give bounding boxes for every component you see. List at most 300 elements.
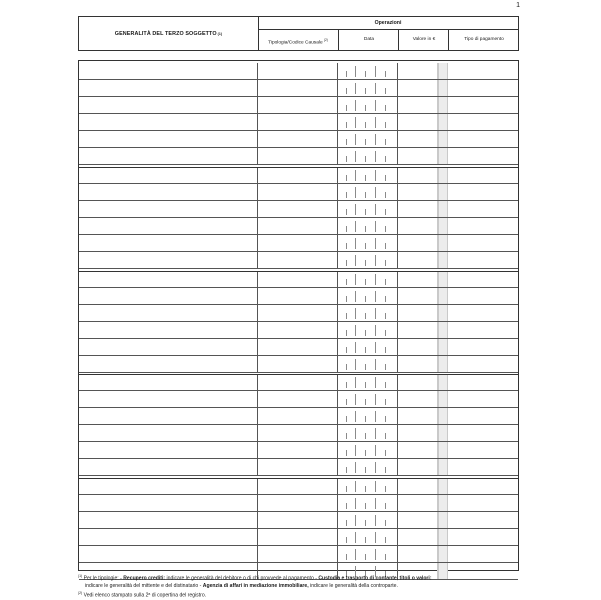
table-row <box>79 305 518 322</box>
subject-cell[interactable] <box>79 408 258 424</box>
payment-type-cell[interactable] <box>447 63 518 79</box>
date-separator-tick <box>365 243 366 249</box>
value-cell[interactable] <box>398 529 439 545</box>
payment-type-cell[interactable] <box>447 512 518 528</box>
date-cell[interactable] <box>338 168 398 183</box>
payment-type-cell[interactable] <box>447 218 518 234</box>
date-separator-tick <box>365 192 366 198</box>
table-row <box>79 391 518 408</box>
subject-cell[interactable] <box>79 168 258 183</box>
table-row <box>79 459 518 476</box>
causal-code-cell[interactable] <box>258 218 338 234</box>
subject-cell[interactable] <box>79 459 258 475</box>
date-separator-tick <box>375 66 376 77</box>
causal-code-cell[interactable] <box>258 63 338 79</box>
subject-cell[interactable] <box>79 546 258 562</box>
table-row <box>79 167 518 184</box>
value-cents-cell[interactable] <box>439 272 447 287</box>
date-separator-tick <box>355 274 356 285</box>
date-separator-tick <box>355 532 356 543</box>
date-separator-tick <box>346 364 347 370</box>
date-separator-tick <box>346 382 347 388</box>
date-separator-tick <box>375 117 376 128</box>
date-separator-tick <box>346 467 347 473</box>
date-separator-tick <box>346 433 347 439</box>
payment-type-cell[interactable] <box>447 114 518 130</box>
value-cents-cell[interactable] <box>439 408 447 424</box>
date-separator-tick <box>385 416 386 422</box>
date-cell[interactable] <box>338 201 398 217</box>
date-separator-tick <box>346 520 347 526</box>
table-row <box>79 356 518 373</box>
date-separator-tick <box>355 238 356 249</box>
value-cell[interactable] <box>398 184 439 200</box>
page-number: 1 <box>516 2 520 9</box>
subject-cell[interactable] <box>79 442 258 458</box>
value-cents-cell[interactable] <box>439 97 447 113</box>
date-separator-tick <box>355 66 356 77</box>
value-cell[interactable] <box>398 80 439 96</box>
date-separator-tick <box>365 399 366 405</box>
subject-cell[interactable] <box>79 479 258 494</box>
operations-header: Operazioni <box>258 17 518 30</box>
value-cents-cell[interactable] <box>439 391 447 407</box>
footnote-1-text-d: indicare le generalità della controparte. <box>308 582 398 589</box>
table-row <box>79 495 518 512</box>
date-separator-tick <box>365 71 366 77</box>
date-separator-tick <box>355 204 356 215</box>
table-row <box>79 148 518 165</box>
payment-type-cell[interactable] <box>447 356 518 372</box>
causal-code-cell[interactable] <box>258 459 338 475</box>
causal-code-cell[interactable] <box>258 305 338 321</box>
date-separator-tick <box>355 117 356 128</box>
value-cents-cell[interactable] <box>439 80 447 96</box>
causal-code-cell[interactable] <box>258 288 338 304</box>
date-cell[interactable] <box>338 322 398 338</box>
value-cell[interactable] <box>398 512 439 528</box>
footnote-1-marker: (1) <box>78 574 83 578</box>
value-cents-cell[interactable] <box>439 512 447 528</box>
date-separator-tick <box>365 175 366 181</box>
table-row <box>79 288 518 305</box>
value-cents-cell[interactable] <box>439 235 447 251</box>
causal-code-cell[interactable] <box>258 512 338 528</box>
date-separator-tick <box>385 88 386 94</box>
causal-code-cell[interactable] <box>258 252 338 268</box>
date-cell[interactable] <box>338 218 398 234</box>
date-cell[interactable] <box>338 97 398 113</box>
date-separator-tick <box>365 364 366 370</box>
date-separator-tick <box>355 134 356 145</box>
table-row <box>79 408 518 425</box>
date-separator-tick <box>375 428 376 439</box>
date-cell[interactable] <box>338 425 398 441</box>
date-separator-tick <box>355 462 356 473</box>
date-cell[interactable] <box>338 546 398 562</box>
date-separator-tick <box>385 364 386 370</box>
table-row <box>79 201 518 218</box>
date-separator-tick <box>355 359 356 370</box>
date-cell[interactable] <box>338 184 398 200</box>
date-separator-tick <box>385 382 386 388</box>
causal-code-cell[interactable] <box>258 408 338 424</box>
value-cell[interactable] <box>398 479 439 494</box>
date-separator-tick <box>346 279 347 285</box>
subject-cell[interactable] <box>79 184 258 200</box>
causal-code-cell[interactable] <box>258 442 338 458</box>
value-cents-cell[interactable] <box>439 63 447 79</box>
subject-cell[interactable] <box>79 425 258 441</box>
payment-type-cell[interactable] <box>447 529 518 545</box>
payment-type-cell[interactable] <box>447 495 518 511</box>
table-row <box>79 235 518 252</box>
date-separator-tick <box>385 279 386 285</box>
value-cell[interactable] <box>398 305 439 321</box>
date-cell[interactable] <box>338 408 398 424</box>
date-cell[interactable] <box>338 63 398 79</box>
payment-type-cell[interactable] <box>447 97 518 113</box>
date-separator-tick <box>385 467 386 473</box>
subject-footnote-marker: (1) <box>217 31 223 36</box>
causal-code-cell[interactable] <box>258 375 338 390</box>
subject-cell[interactable] <box>79 80 258 96</box>
date-separator-tick <box>365 450 366 456</box>
value-cell[interactable] <box>398 442 439 458</box>
date-cell[interactable] <box>338 288 398 304</box>
value-cell[interactable] <box>398 391 439 407</box>
causal-code-cell[interactable] <box>258 201 338 217</box>
payment-type-cell[interactable] <box>447 546 518 562</box>
date-separator-tick <box>385 450 386 456</box>
subject-cell[interactable] <box>79 288 258 304</box>
date-separator-tick <box>385 313 386 319</box>
date-separator-tick <box>375 342 376 353</box>
date-cell[interactable] <box>338 529 398 545</box>
value-cents-cell[interactable] <box>439 495 447 511</box>
causal-code-footnote-marker: (2) <box>323 38 328 42</box>
payment-type-cell[interactable] <box>447 459 518 475</box>
date-separator-tick <box>365 260 366 266</box>
payment-type-cell[interactable] <box>447 184 518 200</box>
value-cents-cell[interactable] <box>439 459 447 475</box>
date-separator-tick <box>346 243 347 249</box>
date-separator-tick <box>346 537 347 543</box>
causal-code-cell[interactable] <box>258 529 338 545</box>
date-separator-tick <box>375 325 376 336</box>
payment-type-label: Tipo di pagamento <box>464 37 504 42</box>
date-separator-tick <box>355 411 356 422</box>
footnote-1-text-a: Per le tipologie: - <box>83 575 124 582</box>
causal-code-cell[interactable] <box>258 148 338 164</box>
value-cell[interactable] <box>398 356 439 372</box>
value-cell[interactable] <box>398 63 439 79</box>
table-row <box>79 425 518 442</box>
value-cents-cell[interactable] <box>439 479 447 494</box>
date-separator-tick <box>355 481 356 492</box>
date-cell[interactable] <box>338 131 398 147</box>
value-cents-cell[interactable] <box>439 322 447 338</box>
value-cents-cell[interactable] <box>439 546 447 562</box>
payment-type-cell[interactable] <box>447 201 518 217</box>
subject-cell[interactable] <box>79 114 258 130</box>
date-separator-tick <box>365 313 366 319</box>
value-cents-cell[interactable] <box>439 442 447 458</box>
subject-cell[interactable] <box>79 97 258 113</box>
date-separator-tick <box>355 377 356 388</box>
date-cell[interactable] <box>338 252 398 268</box>
value-cell[interactable] <box>398 546 439 562</box>
value-cents-cell[interactable] <box>439 425 447 441</box>
date-separator-tick <box>346 330 347 336</box>
date-separator-tick <box>365 122 366 128</box>
footnotes <box>78 573 523 599</box>
value-cell[interactable] <box>398 408 439 424</box>
value-cell[interactable] <box>398 114 439 130</box>
subject-cell[interactable] <box>79 339 258 355</box>
date-separator-tick <box>355 445 356 456</box>
causal-code-cell[interactable] <box>258 546 338 562</box>
value-cents-cell[interactable] <box>439 339 447 355</box>
date-separator-tick <box>346 139 347 145</box>
subject-cell[interactable] <box>79 235 258 251</box>
payment-type-cell[interactable] <box>447 408 518 424</box>
value-cents-cell[interactable] <box>439 148 447 164</box>
subject-cell[interactable] <box>79 512 258 528</box>
date-separator-tick <box>375 394 376 405</box>
value-cell[interactable] <box>398 148 439 164</box>
date-separator-tick <box>365 537 366 543</box>
date-separator-tick <box>375 204 376 215</box>
date-separator-tick <box>365 139 366 145</box>
date-separator-tick <box>346 486 347 492</box>
causal-code-cell[interactable] <box>258 80 338 96</box>
date-cell[interactable] <box>338 305 398 321</box>
date-separator-tick <box>365 105 366 111</box>
date-separator-tick <box>385 243 386 249</box>
table-row <box>79 252 518 269</box>
subject-cell[interactable] <box>79 375 258 390</box>
causal-code-cell[interactable] <box>258 235 338 251</box>
payment-type-cell[interactable] <box>447 305 518 321</box>
date-cell[interactable] <box>338 235 398 251</box>
footnote-1-bold-b: Custodia e trasporto di contante, titoli o valori: <box>318 575 432 582</box>
date-separator-tick <box>375 411 376 422</box>
payment-type-cell[interactable] <box>447 272 518 287</box>
value-cents-cell[interactable] <box>439 184 447 200</box>
value-cell[interactable] <box>398 425 439 441</box>
payment-type-column-header <box>448 30 519 50</box>
value-cell[interactable] <box>398 252 439 268</box>
date-cell[interactable] <box>338 356 398 372</box>
date-separator-tick <box>385 71 386 77</box>
footnote-1 <box>78 573 523 583</box>
causal-code-cell[interactable] <box>258 131 338 147</box>
subject-cell[interactable] <box>79 272 258 287</box>
payment-type-cell[interactable] <box>447 168 518 183</box>
value-cell[interactable] <box>398 272 439 287</box>
table-row <box>79 546 518 563</box>
value-cents-cell[interactable] <box>439 168 447 183</box>
date-separator-tick <box>355 515 356 526</box>
date-separator-tick <box>365 433 366 439</box>
date-cell[interactable] <box>338 114 398 130</box>
date-cell[interactable] <box>338 479 398 494</box>
value-cents-cell[interactable] <box>439 131 447 147</box>
date-separator-tick <box>355 308 356 319</box>
date-separator-tick <box>385 537 386 543</box>
date-separator-tick <box>346 260 347 266</box>
subject-cell[interactable] <box>79 201 258 217</box>
date-separator-tick <box>375 515 376 526</box>
causal-code-cell[interactable] <box>258 322 338 338</box>
table-row <box>79 97 518 114</box>
value-cents-cell[interactable] <box>439 356 447 372</box>
value-cents-cell[interactable] <box>439 305 447 321</box>
causal-code-cell[interactable] <box>258 356 338 372</box>
payment-type-cell[interactable] <box>447 339 518 355</box>
footnote-1-bold-a: Recupero crediti: <box>123 575 166 582</box>
date-cell[interactable] <box>338 459 398 475</box>
payment-type-cell[interactable] <box>447 288 518 304</box>
payment-type-cell[interactable] <box>447 391 518 407</box>
subject-cell[interactable] <box>79 63 258 79</box>
date-separator-tick <box>355 342 356 353</box>
value-cents-cell[interactable] <box>439 375 447 390</box>
date-separator-tick <box>346 122 347 128</box>
value-cell[interactable] <box>398 459 439 475</box>
date-separator-tick <box>355 151 356 162</box>
value-cents-cell[interactable] <box>439 218 447 234</box>
value-cell[interactable] <box>398 339 439 355</box>
table-row <box>79 374 518 391</box>
value-cents-cell[interactable] <box>439 252 447 268</box>
causal-code-cell[interactable] <box>258 495 338 511</box>
payment-type-cell[interactable] <box>447 235 518 251</box>
date-separator-tick <box>355 255 356 266</box>
date-cell[interactable] <box>338 442 398 458</box>
date-cell[interactable] <box>338 391 398 407</box>
date-cell[interactable] <box>338 80 398 96</box>
date-separator-tick <box>375 83 376 94</box>
date-separator-tick <box>365 209 366 215</box>
payment-type-cell[interactable] <box>447 322 518 338</box>
subject-cell[interactable] <box>79 529 258 545</box>
subject-cell[interactable] <box>79 252 258 268</box>
date-cell[interactable] <box>338 375 398 390</box>
payment-type-cell[interactable] <box>447 148 518 164</box>
date-cell[interactable] <box>338 495 398 511</box>
date-cell[interactable] <box>338 512 398 528</box>
value-cell[interactable] <box>398 495 439 511</box>
causal-code-cell[interactable] <box>258 391 338 407</box>
date-separator-tick <box>365 486 366 492</box>
date-separator-tick <box>355 394 356 405</box>
footnote-2 <box>78 590 523 600</box>
payment-type-cell[interactable] <box>447 375 518 390</box>
subject-cell[interactable] <box>79 356 258 372</box>
footnote-2-text: Vedi elenco stampato sulla 2ª di copertina del registro. <box>83 592 207 599</box>
date-separator-tick <box>375 308 376 319</box>
subject-cell[interactable] <box>79 305 258 321</box>
value-cell[interactable] <box>398 168 439 183</box>
subject-cell[interactable] <box>79 131 258 147</box>
value-cell[interactable] <box>398 97 439 113</box>
payment-type-cell[interactable] <box>447 425 518 441</box>
value-cents-cell[interactable] <box>439 201 447 217</box>
subject-cell[interactable] <box>79 148 258 164</box>
causal-code-cell[interactable] <box>258 114 338 130</box>
date-separator-tick <box>355 170 356 181</box>
subject-cell[interactable] <box>79 391 258 407</box>
value-cell[interactable] <box>398 288 439 304</box>
causal-code-cell[interactable] <box>258 97 338 113</box>
table-row <box>79 80 518 97</box>
date-separator-tick <box>365 467 366 473</box>
causal-code-cell[interactable] <box>258 425 338 441</box>
date-separator-tick <box>375 274 376 285</box>
value-cell[interactable] <box>398 235 439 251</box>
footnote-2-marker: (2) <box>78 590 83 595</box>
date-separator-tick <box>375 291 376 302</box>
date-separator-tick <box>365 347 366 353</box>
date-separator-tick <box>346 105 347 111</box>
payment-type-cell[interactable] <box>447 131 518 147</box>
date-separator-tick <box>385 433 386 439</box>
value-cell[interactable] <box>398 218 439 234</box>
causal-code-cell[interactable] <box>258 184 338 200</box>
date-cell[interactable] <box>338 148 398 164</box>
payment-type-cell[interactable] <box>447 442 518 458</box>
payment-type-cell[interactable] <box>447 252 518 268</box>
subject-cell[interactable] <box>79 218 258 234</box>
date-separator-tick <box>365 503 366 509</box>
value-cents-cell[interactable] <box>439 114 447 130</box>
date-separator-tick <box>375 187 376 198</box>
value-cell[interactable] <box>398 131 439 147</box>
subject-cell[interactable] <box>79 322 258 338</box>
footnote-1-text-b: indicare le generalità del debitore o di chi provvede al pagamento - <box>165 575 319 582</box>
value-cents-cell[interactable] <box>439 288 447 304</box>
causal-code-cell[interactable] <box>258 272 338 287</box>
date-separator-tick <box>385 554 386 560</box>
table-header <box>78 16 519 51</box>
date-separator-tick <box>365 296 366 302</box>
table-row <box>79 63 518 80</box>
causal-code-cell[interactable] <box>258 479 338 494</box>
value-cell[interactable] <box>398 201 439 217</box>
date-separator-tick <box>355 325 356 336</box>
date-separator-tick <box>385 347 386 353</box>
causal-code-cell[interactable] <box>258 168 338 183</box>
date-separator-tick <box>375 377 376 388</box>
value-cell[interactable] <box>398 375 439 390</box>
causal-code-cell[interactable] <box>258 339 338 355</box>
date-cell[interactable] <box>338 272 398 287</box>
value-cents-cell[interactable] <box>439 529 447 545</box>
date-separator-tick <box>385 105 386 111</box>
table-row <box>79 529 518 546</box>
date-separator-tick <box>346 156 347 162</box>
date-column-header <box>338 30 399 50</box>
date-separator-tick <box>346 192 347 198</box>
payment-type-cell[interactable] <box>447 479 518 494</box>
value-cell[interactable] <box>398 322 439 338</box>
date-cell[interactable] <box>338 339 398 355</box>
date-separator-tick <box>385 139 386 145</box>
payment-type-cell[interactable] <box>447 80 518 96</box>
subject-cell[interactable] <box>79 495 258 511</box>
